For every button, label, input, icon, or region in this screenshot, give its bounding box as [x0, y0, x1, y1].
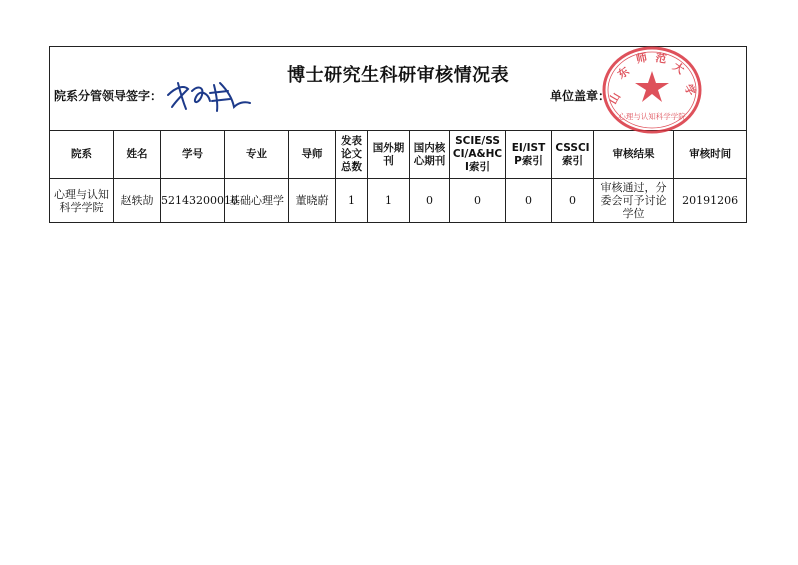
column-header-row: [50, 131, 747, 179]
official-seal-stamp: [599, 43, 705, 137]
cell-major: 基础心理学: [225, 179, 289, 223]
review-table: [49, 46, 747, 223]
table-row: [50, 179, 747, 223]
cell-result-text: 审核通过，分委会可予讨论学位: [600, 181, 667, 220]
col-header-cssci: [552, 131, 594, 179]
col-header-scie-ssci: [450, 131, 506, 179]
svg-text:大: 大: [670, 59, 687, 77]
cell-ei-istp: 0: [506, 179, 552, 223]
col-header-date: 审核时间: [674, 131, 747, 179]
cell-department: [50, 179, 114, 223]
col-header-cssci-text: CSSCI索引: [555, 141, 590, 167]
svg-text:学: 学: [681, 82, 699, 99]
col-header-result: 审核结果: [594, 131, 674, 179]
col-header-total-papers: [336, 131, 368, 179]
col-header-student-id: 学号: [161, 131, 225, 179]
sign-label: 院系分管领导签字：: [54, 89, 163, 103]
cell-department-text: 心理与认知科学学院: [54, 187, 109, 214]
header-row: [50, 47, 747, 131]
col-header-major: 专业: [225, 131, 289, 179]
svg-text:山: 山: [606, 90, 624, 107]
col-header-foreign-journals: [368, 131, 410, 179]
cell-cssci: 0: [552, 179, 594, 223]
col-header-name: 姓名: [114, 131, 161, 179]
cell-name: 赵轶劼: [114, 179, 161, 223]
col-header-domestic-core-text: 国内核心期刊: [413, 141, 446, 167]
svg-text:心理与认知科学学院: 心理与认知科学学院: [618, 112, 686, 121]
cell-domestic-core: 0: [410, 179, 450, 223]
cell-advisor: 董晓蔚: [289, 179, 336, 223]
document-title: 博士研究生科研审核情况表: [287, 65, 510, 86]
svg-text:东: 东: [615, 64, 632, 82]
col-header-total-papers-text: 发表论文总数: [341, 135, 362, 173]
col-header-advisor: 导师: [289, 131, 336, 179]
cell-foreign-journals: 1: [368, 179, 410, 223]
cell-date: 20191206: [674, 179, 747, 223]
cell-student-id: 52143200016: [161, 179, 225, 223]
report-sheet: [49, 46, 746, 223]
col-header-ei-istp-text: EI/ISTP索引: [511, 141, 546, 167]
svg-text:师: 师: [634, 50, 649, 66]
col-header-department: 院系: [50, 131, 114, 179]
col-header-ei-istp: [506, 131, 552, 179]
col-header-scie-ssci-text: SCIE/SSCI/A&HCI索引: [452, 135, 503, 173]
col-header-foreign-journals-text: 国外期刊: [372, 141, 405, 167]
svg-text:范: 范: [654, 51, 668, 66]
cell-scie-ssci: 0: [450, 179, 506, 223]
cell-result: [594, 179, 674, 223]
col-header-domestic-core: [410, 131, 450, 179]
unit-stamp-label: 单位盖章：: [550, 89, 611, 103]
handwritten-signature: [162, 73, 254, 115]
cell-total-papers: 1: [336, 179, 368, 223]
